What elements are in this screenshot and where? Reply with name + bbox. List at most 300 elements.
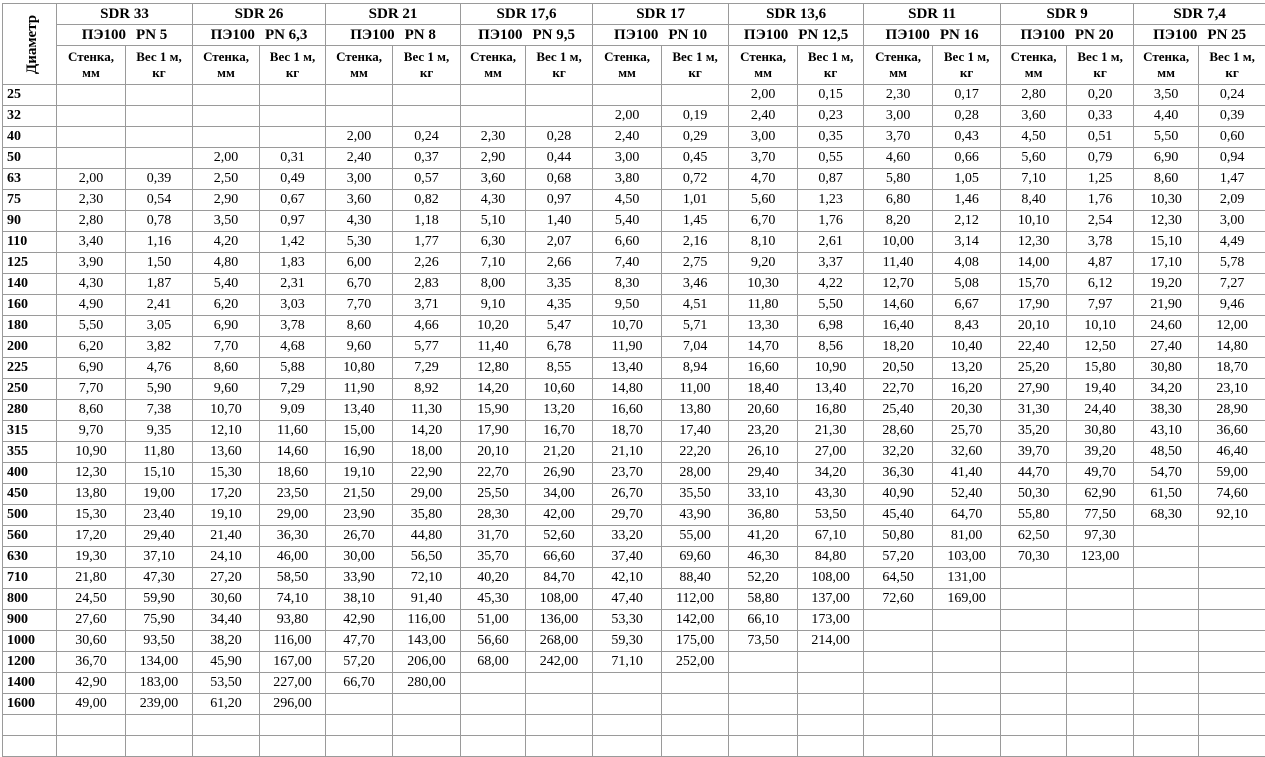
weight-cell: 55,00 — [662, 526, 729, 547]
table-row — [3, 484, 1265, 505]
table-row — [3, 652, 1265, 673]
diameter-cell — [3, 736, 57, 757]
wall-thickness-cell: 27,60 — [57, 610, 126, 631]
weight-cell: 43,30 — [798, 484, 864, 505]
wall-thickness-cell: 22,70 — [864, 379, 933, 400]
weight-cell: 0,72 — [662, 169, 729, 190]
wall-thickness-cell: 6,80 — [864, 190, 933, 211]
weight-cell — [1199, 589, 1265, 610]
wall-thickness-cell: 36,80 — [729, 505, 798, 526]
weight-cell: 36,30 — [260, 526, 326, 547]
diameter-cell: 280 — [3, 400, 57, 421]
weight-cell: 0,39 — [126, 169, 193, 190]
wall-thickness-cell: 58,80 — [729, 589, 798, 610]
wall-thickness-cell: 5,50 — [1134, 127, 1199, 148]
wall-thickness-cell: 51,00 — [461, 610, 526, 631]
wall-thickness-cell — [461, 85, 526, 106]
wall-thickness-cell: 14,60 — [864, 295, 933, 316]
weight-cell: 0,15 — [798, 85, 864, 106]
table-row — [3, 400, 1265, 421]
wall-thickness-cell — [1134, 526, 1199, 547]
weight-cell: 2,75 — [662, 253, 729, 274]
weight-cell: 59,90 — [126, 589, 193, 610]
diameter-cell: 50 — [3, 148, 57, 169]
wall-thickness-cell: 8,10 — [729, 232, 798, 253]
wall-thickness-cell — [729, 652, 798, 673]
wall-thickness-cell: 18,40 — [729, 379, 798, 400]
sub-header-unit: кг — [662, 65, 728, 81]
weight-cell: 69,60 — [662, 547, 729, 568]
weight-cell: 116,00 — [260, 631, 326, 652]
wall-thickness-cell — [593, 85, 662, 106]
weight-cell: 0,97 — [260, 211, 326, 232]
wall-thickness-cell — [193, 127, 260, 148]
sub-header-unit: мм — [864, 65, 932, 81]
weight-cell: 23,50 — [260, 484, 326, 505]
wall-thickness-cell — [593, 715, 662, 736]
weight-cell — [1199, 547, 1265, 568]
weight-cell: 2,66 — [526, 253, 593, 274]
wall-thickness-cell — [326, 85, 393, 106]
wall-thickness-cell: 38,20 — [193, 631, 260, 652]
wall-thickness-cell: 6,90 — [1134, 148, 1199, 169]
wall-thickness-cell — [461, 673, 526, 694]
wall-thickness-cell: 11,90 — [593, 337, 662, 358]
table-row — [3, 421, 1265, 442]
weight-cell: 93,50 — [126, 631, 193, 652]
wall-thickness-cell: 4,40 — [1134, 106, 1199, 127]
sub-header-label: Стенка, — [193, 49, 259, 65]
wall-thickness-cell: 13,60 — [193, 442, 260, 463]
weight-cell: 183,00 — [126, 673, 193, 694]
weight-cell: 72,10 — [393, 568, 461, 589]
wall-thickness-cell — [864, 736, 933, 757]
sdr-header: SDR 17 — [593, 4, 729, 25]
weight-cell: 1,16 — [126, 232, 193, 253]
sub-header-label: Стенка, — [593, 49, 661, 65]
weight-cell — [798, 736, 864, 757]
sub-header-unit: мм — [1001, 65, 1066, 81]
wall-thickness-cell: 8,00 — [461, 274, 526, 295]
wall-thickness-cell: 66,10 — [729, 610, 798, 631]
diameter-cell: 315 — [3, 421, 57, 442]
weight-cell — [260, 736, 326, 757]
wall-thickness-cell: 38,30 — [1134, 400, 1199, 421]
weight-cell: 0,33 — [1067, 106, 1134, 127]
wall-thickness-cell: 62,50 — [1001, 526, 1067, 547]
sub-header-unit: кг — [260, 65, 325, 81]
sub-header-label: Стенка, — [57, 49, 125, 65]
wall-thickness-cell — [864, 631, 933, 652]
weight-cell: 227,00 — [260, 673, 326, 694]
weight-cell — [1199, 736, 1265, 757]
weight-cell: 2,83 — [393, 274, 461, 295]
weight-cell: 1,23 — [798, 190, 864, 211]
wall-thickness-cell: 3,50 — [193, 211, 260, 232]
weight-cell: 5,77 — [393, 337, 461, 358]
wall-thickness-cell — [57, 148, 126, 169]
wall-thickness-cell: 17,10 — [1134, 253, 1199, 274]
weight-cell: 0,39 — [1199, 106, 1265, 127]
diameter-cell: 400 — [3, 463, 57, 484]
diameter-cell: 1000 — [3, 631, 57, 652]
weight-cell — [1067, 715, 1134, 736]
sdr-header: SDR 11 — [864, 4, 1001, 25]
sub-header-label: Вес 1 м, — [260, 49, 325, 65]
weight-cell: 13,20 — [933, 358, 1001, 379]
wall-thickness-cell: 59,30 — [593, 631, 662, 652]
wall-thickness-cell: 34,20 — [1134, 379, 1199, 400]
pressure-header — [326, 25, 461, 46]
weight-cell — [1067, 652, 1134, 673]
weight-cell: 0,87 — [798, 169, 864, 190]
weight-cell: 42,00 — [526, 505, 593, 526]
sdr-header: SDR 33 — [57, 4, 193, 25]
wall-thickness-cell: 17,20 — [193, 484, 260, 505]
weight-cell: 3,82 — [126, 337, 193, 358]
wall-thickness-cell: 10,30 — [1134, 190, 1199, 211]
weight-cell: 81,00 — [933, 526, 1001, 547]
weight-cell: 103,00 — [933, 547, 1001, 568]
wall-thickness-cell: 2,50 — [193, 169, 260, 190]
weight-cell — [126, 736, 193, 757]
wall-thickness-cell: 9,50 — [593, 295, 662, 316]
wall-thickness-cell: 8,30 — [593, 274, 662, 295]
material-label: ПЭ100 — [886, 27, 930, 43]
wall-thickness-cell: 6,90 — [57, 358, 126, 379]
weight-cell: 29,00 — [260, 505, 326, 526]
wall-thickness-cell: 24,60 — [1134, 316, 1199, 337]
wall-thickness-cell: 6,30 — [461, 232, 526, 253]
wall-thickness-cell — [593, 673, 662, 694]
weight-cell: 5,71 — [662, 316, 729, 337]
weight-cell: 11,00 — [662, 379, 729, 400]
pressure-header — [864, 25, 1001, 46]
wall-thickness-cell: 3,00 — [326, 169, 393, 190]
wall-thickness-cell: 50,30 — [1001, 484, 1067, 505]
weight-cell: 62,90 — [1067, 484, 1134, 505]
weight-cell: 25,70 — [933, 421, 1001, 442]
weight-cell: 27,00 — [798, 442, 864, 463]
pn-label: PN 12,5 — [798, 27, 848, 43]
weight-cell — [1067, 631, 1134, 652]
weight-cell: 0,49 — [260, 169, 326, 190]
weight-cell: 21,20 — [526, 442, 593, 463]
material-label: ПЭ100 — [1021, 27, 1065, 43]
sub-header-label: Стенка, — [729, 49, 797, 65]
weight-cell: 44,80 — [393, 526, 461, 547]
weight-cell: 2,16 — [662, 232, 729, 253]
weight-cell: 53,50 — [798, 505, 864, 526]
weight-cell: 2,54 — [1067, 211, 1134, 232]
weight-cell — [126, 127, 193, 148]
weight-cell — [662, 694, 729, 715]
wall-thickness-cell: 21,80 — [57, 568, 126, 589]
wall-thickness-cell: 15,30 — [193, 463, 260, 484]
weight-cell — [1199, 568, 1265, 589]
weight-cell: 7,27 — [1199, 274, 1265, 295]
wall-thickness-cell: 13,40 — [593, 358, 662, 379]
diameter-cell: 900 — [3, 610, 57, 631]
wall-thickness-cell: 21,10 — [593, 442, 662, 463]
weight-cell: 2,61 — [798, 232, 864, 253]
wall-thickness-cell: 50,80 — [864, 526, 933, 547]
wall-thickness-cell: 57,20 — [864, 547, 933, 568]
wall-thickness-cell: 16,60 — [593, 400, 662, 421]
wall-thickness-cell: 12,30 — [1001, 232, 1067, 253]
wall-thickness-cell — [1001, 610, 1067, 631]
sub-header-label: Вес 1 м, — [526, 49, 592, 65]
weight-cell: 11,80 — [126, 442, 193, 463]
wall-thickness-cell: 5,40 — [593, 211, 662, 232]
wall-thickness-cell — [729, 673, 798, 694]
weight-cell — [662, 715, 729, 736]
wall-thickness-cell — [1134, 652, 1199, 673]
weight-cell: 0,68 — [526, 169, 593, 190]
weight-cell: 123,00 — [1067, 547, 1134, 568]
wall-thickness-cell — [193, 85, 260, 106]
weight-cell: 17,40 — [662, 421, 729, 442]
weight-cell: 28,90 — [1199, 400, 1265, 421]
table-row — [3, 736, 1265, 757]
diameter-cell: 200 — [3, 337, 57, 358]
weight-cell: 84,80 — [798, 547, 864, 568]
wall-thickness-cell: 11,90 — [326, 379, 393, 400]
weight-cell: 116,00 — [393, 610, 461, 631]
weight-cell: 1,25 — [1067, 169, 1134, 190]
wall-thickness-cell: 5,50 — [57, 316, 126, 337]
table-row — [3, 505, 1265, 526]
wall-thickness-cell: 8,60 — [57, 400, 126, 421]
weight-cell: 1,05 — [933, 169, 1001, 190]
weight-cell: 7,38 — [126, 400, 193, 421]
wall-thickness-cell: 4,50 — [1001, 127, 1067, 148]
weight-cell: 131,00 — [933, 568, 1001, 589]
weight-cell — [933, 610, 1001, 631]
wall-thickness-header — [864, 46, 933, 85]
wall-thickness-cell: 4,70 — [729, 169, 798, 190]
weight-cell — [1067, 589, 1134, 610]
weight-cell: 21,30 — [798, 421, 864, 442]
sub-header-label: Стенка, — [1134, 49, 1198, 65]
wall-thickness-cell: 14,20 — [461, 379, 526, 400]
wall-thickness-cell: 2,00 — [729, 85, 798, 106]
wall-thickness-cell: 66,70 — [326, 673, 393, 694]
sub-header-label: Вес 1 м, — [933, 49, 1000, 65]
wall-thickness-cell: 7,10 — [461, 253, 526, 274]
wall-thickness-cell: 19,10 — [326, 463, 393, 484]
weight-per-meter-header — [260, 46, 326, 85]
table-row — [3, 106, 1265, 127]
weight-cell: 2,09 — [1199, 190, 1265, 211]
weight-cell: 23,10 — [1199, 379, 1265, 400]
wall-thickness-cell: 9,60 — [193, 379, 260, 400]
weight-cell: 3,78 — [1067, 232, 1134, 253]
wall-thickness-cell — [57, 127, 126, 148]
weight-cell: 1,46 — [933, 190, 1001, 211]
weight-cell: 58,50 — [260, 568, 326, 589]
sub-header-unit: кг — [393, 65, 460, 81]
weight-cell: 1,18 — [393, 211, 461, 232]
wall-thickness-cell: 4,80 — [193, 253, 260, 274]
sdr-header: SDR 17,6 — [461, 4, 593, 25]
wall-thickness-cell: 26,70 — [593, 484, 662, 505]
wall-thickness-cell: 2,40 — [326, 148, 393, 169]
wall-thickness-cell: 26,10 — [729, 442, 798, 463]
wall-thickness-cell: 30,60 — [57, 631, 126, 652]
weight-cell: 26,90 — [526, 463, 593, 484]
table-row — [3, 694, 1265, 715]
weight-cell: 74,60 — [1199, 484, 1265, 505]
weight-cell: 10,10 — [1067, 316, 1134, 337]
weight-cell: 1,83 — [260, 253, 326, 274]
weight-cell: 2,26 — [393, 253, 461, 274]
wall-thickness-cell — [1001, 568, 1067, 589]
weight-cell: 29,40 — [126, 526, 193, 547]
wall-thickness-cell: 45,30 — [461, 589, 526, 610]
weight-cell — [1199, 715, 1265, 736]
wall-thickness-cell: 2,80 — [1001, 85, 1067, 106]
weight-per-meter-header — [1199, 46, 1265, 85]
weight-per-meter-header — [526, 46, 593, 85]
weight-cell: 10,40 — [933, 337, 1001, 358]
wall-thickness-header — [193, 46, 260, 85]
wall-thickness-cell: 3,80 — [593, 169, 662, 190]
weight-cell: 4,68 — [260, 337, 326, 358]
table-row — [3, 85, 1265, 106]
wall-thickness-cell — [326, 715, 393, 736]
weight-cell: 1,87 — [126, 274, 193, 295]
weight-cell: 14,20 — [393, 421, 461, 442]
sub-header-label: Вес 1 м, — [1067, 49, 1133, 65]
wall-thickness-cell — [1001, 673, 1067, 694]
weight-cell — [393, 715, 461, 736]
weight-cell — [526, 673, 593, 694]
wall-thickness-cell: 5,30 — [326, 232, 393, 253]
weight-cell: 0,57 — [393, 169, 461, 190]
table-body — [3, 85, 1265, 757]
wall-thickness-cell: 17,90 — [461, 421, 526, 442]
wall-thickness-cell: 61,50 — [1134, 484, 1199, 505]
weight-cell: 93,80 — [260, 610, 326, 631]
weight-cell — [1199, 610, 1265, 631]
diameter-cell: 355 — [3, 442, 57, 463]
sdr-header: SDR 7,4 — [1134, 4, 1265, 25]
weight-cell: 3,05 — [126, 316, 193, 337]
sdr-header: SDR 26 — [193, 4, 326, 25]
wall-thickness-header — [1001, 46, 1067, 85]
weight-cell — [260, 106, 326, 127]
wall-thickness-cell: 11,40 — [461, 337, 526, 358]
weight-cell — [1199, 526, 1265, 547]
weight-cell — [260, 127, 326, 148]
wall-thickness-cell: 9,60 — [326, 337, 393, 358]
wall-thickness-cell: 29,70 — [593, 505, 662, 526]
weight-cell: 242,00 — [526, 652, 593, 673]
wall-thickness-cell: 64,50 — [864, 568, 933, 589]
wall-thickness-cell: 2,90 — [193, 190, 260, 211]
weight-cell: 11,60 — [260, 421, 326, 442]
wall-thickness-cell: 2,40 — [729, 106, 798, 127]
diameter-cell: 160 — [3, 295, 57, 316]
sub-header-unit: мм — [193, 65, 259, 81]
weight-cell: 13,40 — [798, 379, 864, 400]
wall-thickness-cell: 57,20 — [326, 652, 393, 673]
wall-thickness-cell: 13,80 — [57, 484, 126, 505]
weight-cell — [798, 652, 864, 673]
weight-cell: 41,40 — [933, 463, 1001, 484]
wall-thickness-cell: 46,30 — [729, 547, 798, 568]
weight-cell: 10,90 — [798, 358, 864, 379]
weight-cell: 35,80 — [393, 505, 461, 526]
weight-cell: 30,80 — [1067, 421, 1134, 442]
sub-header-unit: кг — [1067, 65, 1133, 81]
diameter-header — [3, 4, 57, 85]
wall-thickness-cell — [593, 694, 662, 715]
wall-thickness-cell: 6,70 — [326, 274, 393, 295]
weight-cell: 296,00 — [260, 694, 326, 715]
weight-cell: 8,92 — [393, 379, 461, 400]
wall-thickness-cell: 14,00 — [1001, 253, 1067, 274]
weight-cell: 0,78 — [126, 211, 193, 232]
wall-thickness-cell: 15,00 — [326, 421, 393, 442]
wall-thickness-cell: 3,60 — [1001, 106, 1067, 127]
wall-thickness-cell: 27,20 — [193, 568, 260, 589]
weight-per-meter-header — [1067, 46, 1134, 85]
weight-cell: 8,56 — [798, 337, 864, 358]
wall-thickness-cell: 14,80 — [593, 379, 662, 400]
table-row — [3, 547, 1265, 568]
weight-cell — [393, 106, 461, 127]
wall-thickness-cell: 2,90 — [461, 148, 526, 169]
weight-cell: 2,41 — [126, 295, 193, 316]
wall-thickness-cell: 7,40 — [593, 253, 662, 274]
material-label: ПЭ100 — [478, 27, 522, 43]
weight-cell: 4,66 — [393, 316, 461, 337]
wall-thickness-cell: 24,10 — [193, 547, 260, 568]
weight-cell: 6,67 — [933, 295, 1001, 316]
sub-header-unit: мм — [326, 65, 392, 81]
weight-cell: 108,00 — [526, 589, 593, 610]
wall-thickness-cell — [57, 736, 126, 757]
weight-cell: 2,31 — [260, 274, 326, 295]
wall-thickness-cell: 6,90 — [193, 316, 260, 337]
pn-label: PN 25 — [1207, 27, 1246, 43]
weight-cell: 1,50 — [126, 253, 193, 274]
wall-thickness-cell: 32,20 — [864, 442, 933, 463]
weight-cell: 97,30 — [1067, 526, 1134, 547]
table-row — [3, 232, 1265, 253]
diameter-cell: 75 — [3, 190, 57, 211]
wall-thickness-cell: 17,20 — [57, 526, 126, 547]
diameter-cell: 500 — [3, 505, 57, 526]
sub-header-label: Вес 1 м, — [662, 49, 728, 65]
pn-label: PN 6,3 — [265, 27, 308, 43]
weight-cell: 13,80 — [662, 400, 729, 421]
wall-thickness-cell: 19,30 — [57, 547, 126, 568]
weight-cell — [1199, 631, 1265, 652]
weight-cell: 0,28 — [933, 106, 1001, 127]
wall-thickness-cell: 53,50 — [193, 673, 260, 694]
weight-cell: 20,30 — [933, 400, 1001, 421]
wall-thickness-cell: 11,40 — [864, 253, 933, 274]
weight-cell: 16,70 — [526, 421, 593, 442]
weight-cell: 0,94 — [1199, 148, 1265, 169]
weight-per-meter-header — [933, 46, 1001, 85]
wall-thickness-cell: 13,40 — [326, 400, 393, 421]
wall-thickness-cell: 23,90 — [326, 505, 393, 526]
wall-thickness-cell: 45,90 — [193, 652, 260, 673]
